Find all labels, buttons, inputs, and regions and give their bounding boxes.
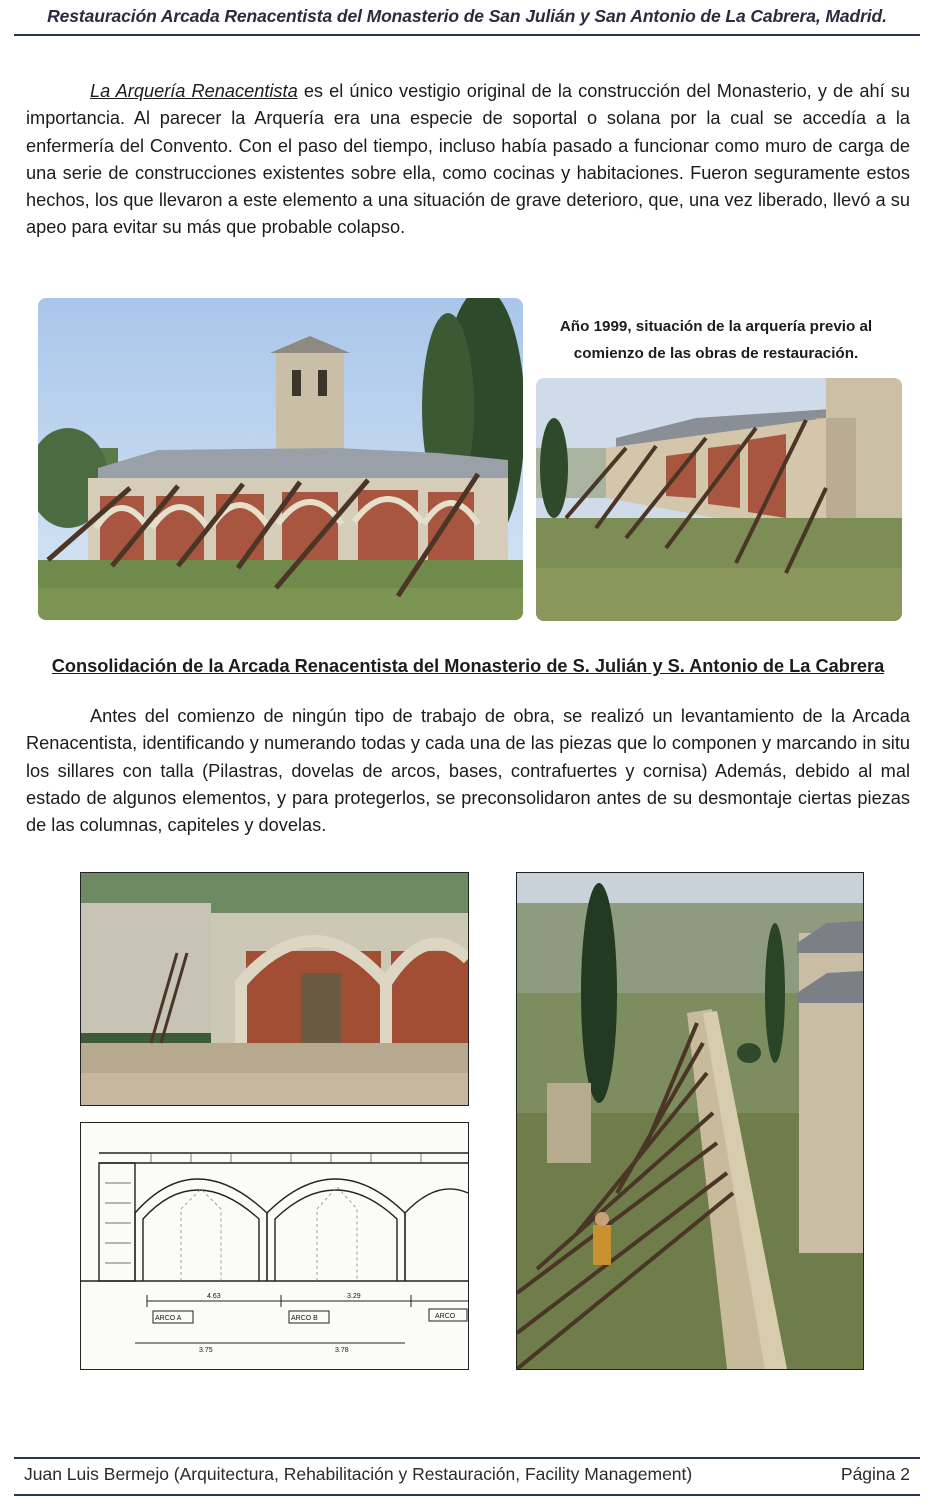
page-number: Página 2 [840,1464,910,1484]
drawing-dim-top-1: 4.63 [207,1293,221,1300]
photo-arcade-aerial-view [516,872,864,1370]
header-divider [14,34,920,36]
drawing-dim-bottom-2: 3.78 [335,1347,349,1354]
photo-arcade-1999 [38,298,523,620]
drawing-dim-bottom-1: 3.75 [199,1347,213,1354]
page-header-title: Restauración Arcada Renacentista del Monasterio de San Julián y San Antonio de La Cabrera, Madrid. [47,6,887,26]
section-body: Antes del comienzo de ningún tipo de trabajo de obra, se realizó un levantamiento de la Arcada Renacentista, identificando y numerando todas y cada una de las piezas que lo componen y marcando in situ los sillares con talla (Pilastras, dovelas de arcos, bases, contrafuertes y cornisa) Además, debido al mal estado de algunos elementos, y para protegerlos, se preconsolidaron antes de su desmontaje ciertas piezas de las columnas, capiteles y dovelas. [26,706,910,836]
drawing-label-arco-a: ARCO A [155,1315,182,1322]
intro-paragraph [26,78,910,242]
drawing-label-arco-c: ARCO [435,1313,456,1320]
photo-arch-detail [80,872,469,1106]
survey-elevation-drawing [80,1122,469,1370]
footer-divider-top [14,1457,920,1459]
intro-lead-term: La Arquería Renacentista [90,81,298,101]
section-paragraph [26,703,910,839]
footer-divider-bottom [14,1494,920,1496]
footer-author: Juan Luis Bermejo (Arquitectura, Rehabilitación y Restauración, Facility Management) [24,1464,693,1484]
intro-body: es el único vestigio original de la construcción del Monasterio, y de ahí su importancia. Al parecer la Arquería era una especie de soportal o solana por la cual se accedía a la enfermería del Convento. Con el paso del tiempo, incluso había pasado a funcionar como muro de carga de una serie de construcciones existentes sobre ella, como cocinas y habitaciones. Fueron seguramente estos hechos, los que llevaron a este elemento a una situación de grave deterioro, que, una vez liberado, llevó a su apeo para evitar su más que probable colapso. [26,81,910,238]
photo-arcade-side-view [536,378,902,621]
drawing-dim-top-2: 3.29 [347,1293,361,1300]
drawing-label-arco-b: ARCO B [291,1315,318,1322]
figure-caption-1999: Año 1999, situación de la arquería previo al comienzo de las obras de restauración. [559,318,873,362]
section-title: Consolidación de la Arcada Renacentista del Monasterio de S. Julián y S. Antonio de La Cabrera [51,656,885,676]
